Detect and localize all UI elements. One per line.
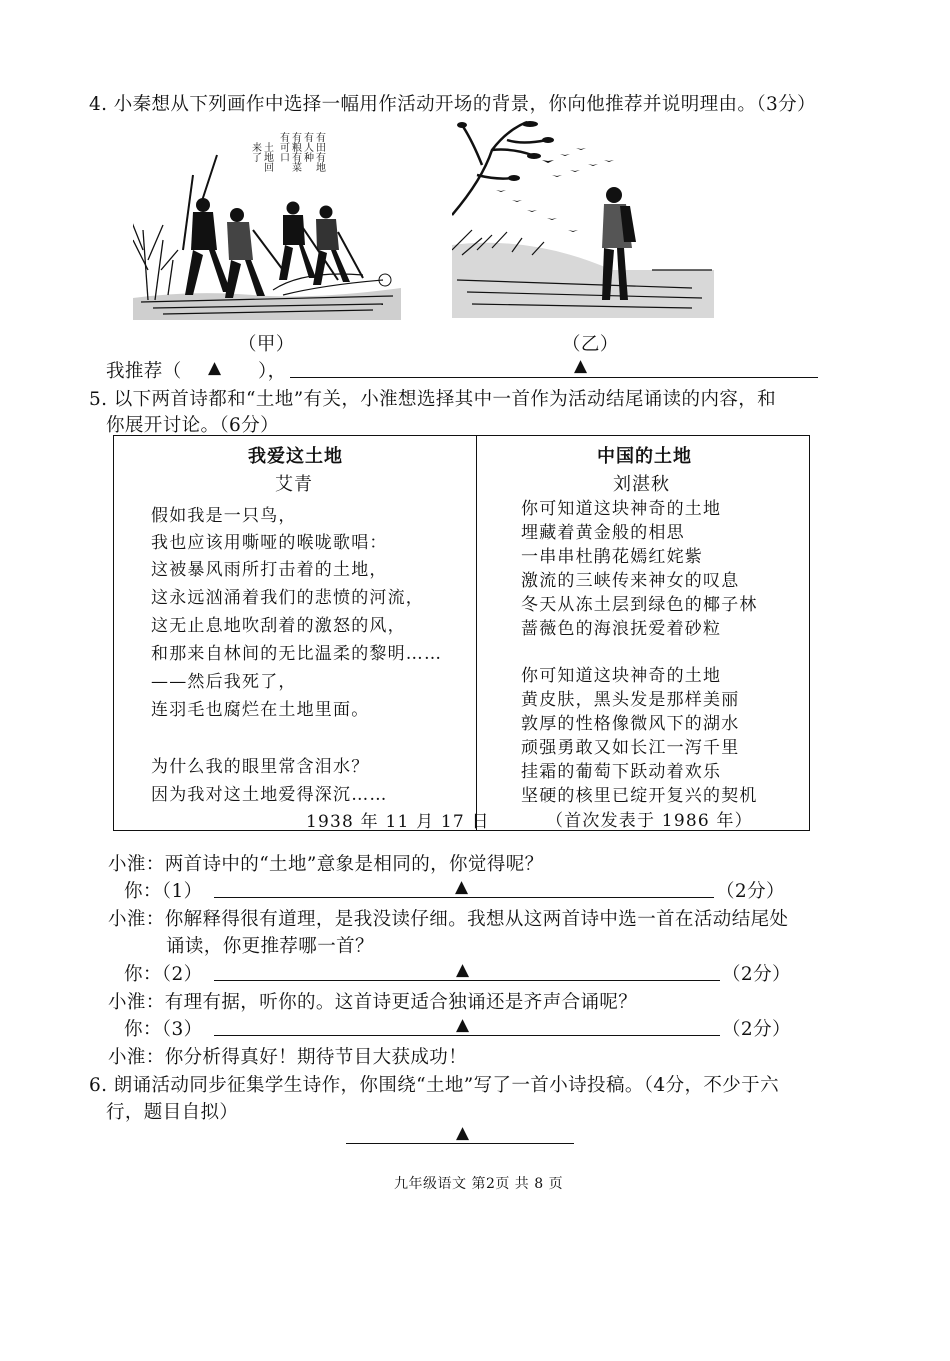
svg-text:土地回: 土地回 xyxy=(261,142,273,172)
poem2-line: 你可知道这块神奇的土地 xyxy=(521,499,722,519)
poem1-line: 假如我是一只鸟， xyxy=(151,506,297,526)
calligraphy-inscription xyxy=(250,131,326,173)
poem2-title: 中国的土地 xyxy=(597,446,692,467)
poem2-line: 激流的三峡传来神女的叹息 xyxy=(521,571,740,591)
answer-marker-triangle: ▲ xyxy=(574,356,588,376)
poem2-line: 挂霜的葡萄下跃动着欢乐 xyxy=(521,762,722,782)
q4-answer-mid: ）， xyxy=(258,361,287,382)
geese-flock xyxy=(496,148,614,232)
poem1-line: 这永远汹涌着我们的悲愤的河流， xyxy=(151,588,424,608)
image-a-caption: （甲） xyxy=(238,334,295,355)
score-3: （2分） xyxy=(722,1019,791,1040)
dialogue-xiaohuai-2-line1: 小淮：你解释得很有道理，是我没读仔细。我想从这两首诗中选一首在活动结尾处 xyxy=(108,909,789,930)
poem2-note: （首次发表于 1986 年） xyxy=(546,811,753,831)
svg-text:有粮有菜: 有粮有菜 xyxy=(289,132,301,172)
dialogue-xiaohuai-1: 小淮：两首诗中的“土地”意象是相同的，你觉得呢？ xyxy=(108,854,544,875)
poem2-line: 一串串杜鹃花嫣红姹紫 xyxy=(521,547,703,567)
dialogue-you-3: 你：（3） xyxy=(124,1019,203,1040)
answer-marker-triangle: ▲ xyxy=(456,1123,470,1143)
poem2-line: 敦厚的性格像微风下的湖水 xyxy=(521,714,740,734)
poem1-line: 我也应该用嘶哑的喉咙歌唱： xyxy=(151,533,388,553)
poem1-line: 这无止息地吹刮着的激怒的风， xyxy=(151,616,406,636)
poem2-author: 刘湛秋 xyxy=(613,474,670,495)
score-2: （2分） xyxy=(722,964,791,985)
dialogue-you-2: 你：（2） xyxy=(124,964,203,985)
poem1-line: 这被暴风雨所打击着的土地， xyxy=(151,560,388,580)
calligraphy-right: 有田有地 xyxy=(313,132,325,172)
q4-prompt: 4. 小秦想从下列画作中选择一幅用作活动开场的背景，你向他推荐并说明理由。（3分） xyxy=(89,94,816,115)
poem1-line: 因为我对这土地爱得深沉…… xyxy=(151,785,388,805)
poem2-line: 坚硬的核里已绽开复兴的契机 xyxy=(521,786,758,806)
dialogue-you-1: 你：（1） xyxy=(124,881,203,902)
poem2-line: 蔷薇色的海浪抚爱着砂粒 xyxy=(521,619,722,639)
q4-answer-prefix: 我推荐（ xyxy=(106,361,182,382)
poem1-line: 和那来自林间的无比温柔的黎明…… xyxy=(151,644,443,664)
answer-blank-2[interactable] xyxy=(214,980,720,981)
poem2-line: 顽强勇敢又如长江一泻千里 xyxy=(521,738,740,758)
answer-marker-triangle: ▲ xyxy=(456,960,470,980)
poem1-line: 为什么我的眼里常含泪水？ xyxy=(151,757,370,777)
poem2-line: 黄皮肤，黑头发是那样美丽 xyxy=(521,690,740,710)
score-1: （2分） xyxy=(716,881,785,902)
answer-blank-3[interactable] xyxy=(214,1035,720,1036)
q6-prompt-line1: 6. 朗诵活动同步征集学生诗作，你围绕“土地”写了一首小诗投稿。（4分，不少于六 xyxy=(89,1075,779,1096)
answer-marker-triangle: ▲ xyxy=(455,877,469,897)
poem2-line: 埋藏着黄金般的相思 xyxy=(521,523,685,543)
answer-marker-triangle: ▲ xyxy=(208,358,222,378)
poem1-author: 艾青 xyxy=(275,474,313,495)
poem1-title: 我爱这土地 xyxy=(248,446,343,467)
q5-prompt-line1: 5. 以下两首诗都和“土地”有关，小淮想选择其中一首作为活动结尾诵读的内容，和 xyxy=(89,389,777,410)
page-footer: 九年级语文 第2页 共 8 页 xyxy=(394,1176,564,1192)
poem1-date: 1938 年 11 月 17 日 xyxy=(306,812,490,832)
poem1-line: 连羽毛也腐烂在土地里面。 xyxy=(151,700,370,720)
answer-marker-triangle: ▲ xyxy=(456,1015,470,1035)
poem2-line: 你可知道这块神奇的土地 xyxy=(521,666,722,686)
dialogue-xiaohuai-3: 小淮：有理有据，听你的。这首诗更适合独诵还是齐声合诵呢？ xyxy=(108,992,638,1013)
poem1-line: ——然后我死了， xyxy=(151,672,297,692)
q4-answer-blank[interactable] xyxy=(290,377,818,378)
q5-prompt-line2: 你展开讨论。（6分） xyxy=(106,415,280,436)
answer-blank-1[interactable] xyxy=(214,897,714,898)
woodcut-farmers-illustration xyxy=(133,120,401,320)
svg-text:有可口: 有可口 xyxy=(277,132,289,162)
poem2-line: 冬天从冻土层到绿色的椰子林 xyxy=(521,595,758,615)
dialogue-xiaohuai-4: 小淮：你分析得真好！期待节目大获成功！ xyxy=(108,1047,468,1068)
poem-table-divider xyxy=(476,435,477,831)
svg-text:来了: 来了 xyxy=(249,142,261,162)
image-b-caption: （乙） xyxy=(562,334,619,355)
q6-answer-blank[interactable] xyxy=(346,1143,574,1144)
dialogue-xiaohuai-2-line2: 诵读，你更推荐哪一首？ xyxy=(166,936,374,957)
q6-prompt-line2: 行，题目自拟） xyxy=(106,1102,239,1123)
svg-text:有人种: 有人种 xyxy=(301,132,313,162)
woodcut-standing-man-illustration xyxy=(452,120,714,318)
